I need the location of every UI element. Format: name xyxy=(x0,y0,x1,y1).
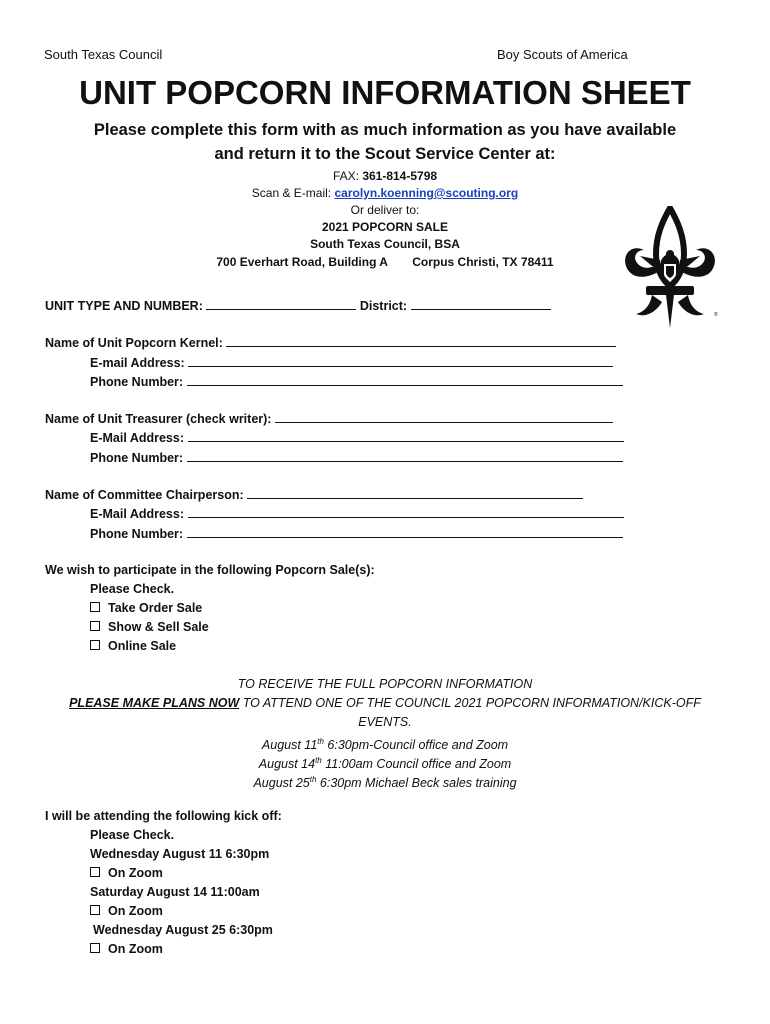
email-label: Scan & E-mail: xyxy=(251,186,332,200)
street-address: 700 Everhart Road, Building A xyxy=(216,255,388,269)
email-line xyxy=(0,185,770,202)
checkbox[interactable] xyxy=(90,602,100,612)
page-title: UNIT POPCORN INFORMATION SHEET xyxy=(79,74,691,111)
treasurer-email-label: E-Mail Address: xyxy=(90,431,185,445)
notice-line-3: EVENTS. xyxy=(358,715,412,729)
sale-option-label: Online Sale xyxy=(108,639,177,653)
event-date: August 11 xyxy=(261,738,318,753)
event-detail: 11:00am Council office and Zoom xyxy=(321,757,512,772)
chair-name-label: Name of Committee Chairperson: xyxy=(45,488,244,502)
kernel-phone-row xyxy=(90,372,623,393)
sales-check-instruction: Please Check. xyxy=(90,582,175,596)
kickoff-zoom-option-1[interactable] xyxy=(90,864,163,884)
treasurer-name-input[interactable] xyxy=(275,409,613,423)
chair-email-input[interactable] xyxy=(188,504,624,518)
event-detail: 6:30pm-Council office and Zoom xyxy=(323,738,509,753)
kickoff-intro: I will be attending the following kick off: xyxy=(45,809,282,823)
district-input[interactable] xyxy=(411,296,551,310)
kickoff-check-instruction: Please Check. xyxy=(90,828,175,842)
chair-phone-label: Phone Number: xyxy=(90,527,184,541)
district-label: District: xyxy=(359,299,408,313)
checkbox[interactable] xyxy=(90,621,100,631)
treasurer-phone-label: Phone Number: xyxy=(90,451,184,465)
unit-type-label: UNIT TYPE AND NUMBER: xyxy=(45,299,203,313)
zoom-label: On Zoom xyxy=(108,904,163,918)
unit-type-input[interactable] xyxy=(206,296,356,310)
kickoff-session-1: Wednesday August 11 6:30pm xyxy=(90,847,270,861)
chair-name-row xyxy=(45,485,583,506)
sale-option-show-sell[interactable] xyxy=(90,618,209,638)
sale-option-label: Show & Sell Sale xyxy=(108,620,209,634)
treasurer-name-row xyxy=(45,409,613,430)
checkbox[interactable] xyxy=(90,867,100,877)
kernel-name-row xyxy=(45,333,616,354)
event-date-suffix: th xyxy=(315,756,322,765)
fax-label: FAX: xyxy=(332,169,359,183)
kickoff-zoom-option-3[interactable] xyxy=(90,940,163,960)
event-date: August 25 xyxy=(253,776,310,791)
treasurer-email-row xyxy=(90,428,624,449)
sale-option-online[interactable] xyxy=(90,637,176,657)
zoom-label: On Zoom xyxy=(108,866,163,880)
event-3 xyxy=(0,770,770,793)
fax-number: 361-814-5798 xyxy=(362,169,438,183)
notice-line-2-rest: TO ATTEND ONE OF THE COUNCIL 2021 POPCORN INFORMATION/KICK-OFF xyxy=(239,696,701,710)
deliver-line: Or deliver to: xyxy=(350,203,420,217)
chair-phone-row xyxy=(90,524,623,545)
chair-phone-input[interactable] xyxy=(187,524,623,538)
treasurer-name-label: Name of Unit Treasurer (check writer): xyxy=(45,412,272,426)
notice-emphasis: PLEASE MAKE PLANS NOW xyxy=(69,696,240,710)
svg-text:®: ® xyxy=(714,312,718,318)
event-date: August 14 xyxy=(258,757,316,772)
treasurer-phone-row xyxy=(90,448,623,469)
city-address: Corpus Christi, TX 78411 xyxy=(412,255,554,269)
chair-name-input[interactable] xyxy=(247,485,583,499)
event-date-suffix: th xyxy=(309,775,317,784)
checkbox[interactable] xyxy=(90,943,100,953)
sale-option-take-order[interactable] xyxy=(90,599,202,619)
notice-line-1: TO RECEIVE THE FULL POPCORN INFORMATION xyxy=(237,677,533,691)
kernel-email-label: E-mail Address: xyxy=(90,356,185,370)
treasurer-email-input[interactable] xyxy=(188,428,624,442)
kernel-name-label: Name of Unit Popcorn Kernel: xyxy=(45,336,223,350)
chair-email-label: E-Mail Address: xyxy=(90,507,185,521)
sale-name: 2021 POPCORN SALE xyxy=(321,220,449,234)
zoom-label: On Zoom xyxy=(108,942,163,956)
sale-option-label: Take Order Sale xyxy=(108,601,203,615)
kickoff-session-2: Saturday August 14 11:00am xyxy=(90,885,260,899)
kernel-phone-label: Phone Number: xyxy=(90,375,184,389)
chair-email-row xyxy=(90,504,624,525)
sales-intro: We wish to participate in the following Popcorn Sale(s): xyxy=(45,563,375,577)
kickoff-session-3: Wednesday August 25 6:30pm xyxy=(93,923,273,937)
fax-line xyxy=(0,168,770,185)
checkbox[interactable] xyxy=(90,905,100,915)
subtitle-line-1: Please complete this form with as much information as you have available xyxy=(93,121,677,139)
org-name: South Texas Council, BSA xyxy=(310,237,460,251)
organization-name: Boy Scouts of America xyxy=(497,47,628,62)
unit-type-row xyxy=(45,296,551,317)
subtitle-line-2: and return it to the Scout Service Center at: xyxy=(214,145,556,163)
bsa-fleur-de-lis-icon xyxy=(622,206,718,332)
kernel-email-row xyxy=(90,353,613,374)
email-link[interactable]: carolyn.koenning@scouting.org xyxy=(334,186,519,200)
kernel-name-input[interactable] xyxy=(226,333,616,347)
council-name: South Texas Council xyxy=(44,47,163,62)
kickoff-zoom-option-2[interactable] xyxy=(90,902,163,922)
event-date-suffix: th xyxy=(317,737,324,746)
checkbox[interactable] xyxy=(90,640,100,650)
notice-line-2 xyxy=(0,694,770,713)
kernel-phone-input[interactable] xyxy=(187,372,623,386)
event-detail: 6:30pm Michael Beck sales training xyxy=(316,776,517,791)
treasurer-phone-input[interactable] xyxy=(187,448,623,462)
kernel-email-input[interactable] xyxy=(188,353,613,367)
